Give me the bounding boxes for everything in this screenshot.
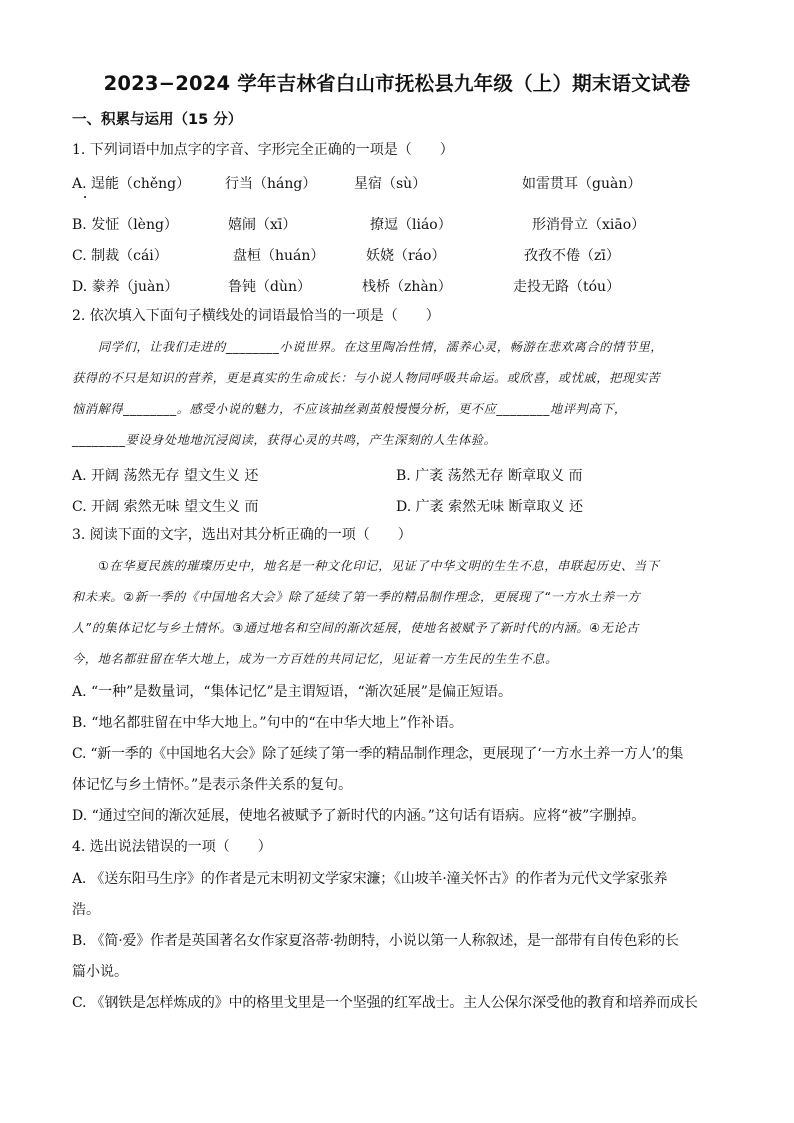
q4-option-a: A. 《送东阳马生序》的作者是元末明初文学家宋濂；《山坡羊·潼关怀古》的作者为元代文学家张养 — [72, 871, 668, 887]
q3-option-c: C. “新一季的《中国地名大会》除了延续了第一季的精品制作理念，更展现了‘一方水土养一方人’的集 — [72, 746, 684, 762]
question-2-stem: 2. 依次填入下面句子横线处的词语最恰当的一项是（ ） — [72, 308, 440, 324]
question-3-stem: 3. 阅读下面的文字，选出对其分析正确的一项（ ） — [72, 527, 412, 543]
q2-option-d: D. 广袤 索然无味 断章取义 还 — [396, 499, 583, 515]
q4-option-c: C. 《钢铁是怎样炼成的》中的格里戈里是一个坚强的红军战士。主人公保尔深受他的教育和培养而成长 — [72, 995, 698, 1011]
q1-option-d-2: 鲁钝（dùn） — [228, 279, 311, 295]
q1-option-d-3: 栈桥（zhàn） — [362, 279, 452, 295]
q1-option-b-2: 嬉闹（xī） — [228, 217, 297, 233]
q2-passage-line: 恼消解得________。感受小说的魅力，不应该抽丝剥茧般慢慢分析，更不应________地评判高下， — [72, 402, 627, 416]
q3-option-b: B. “地名都驻留在中华大地上。”句中的“在中华大地上”作补语。 — [72, 715, 463, 731]
q3-option-c-cont: 体记忆与乡土情怀。”是表示条件关系的复句。 — [72, 777, 353, 793]
q1-option-d-1: D. 豢养（juàn） — [72, 279, 179, 295]
q1-option-b-3: 撩逗（liáo） — [370, 217, 452, 233]
q1-option-a-1: A. 逞能（chěng） — [72, 176, 191, 192]
q2-passage-line: ________要设身处地地沉浸阅读，获得心灵的共鸣，产生深刻的人生体验。 — [72, 433, 497, 447]
emphasis-dot-mark — [84, 196, 86, 198]
q1-option-d-4: 走投无路（tóu） — [513, 279, 621, 295]
q4-option-b-cont: 篇小说。 — [72, 964, 128, 980]
q2-option-b: B. 广袤 荡然无存 断章取义 而 — [396, 468, 583, 484]
q2-option-a: A. 开阔 荡然无存 望文生义 还 — [72, 468, 259, 484]
q3-passage-line: ①在华夏民族的璀璨历史中，地名是一种文化印记，见证了中华文明的生生不息，串联起历史、当下 — [98, 559, 660, 573]
q1-option-a-4: 如雷贯耳（guàn） — [522, 176, 642, 192]
exam-title: 2023−2024 学年吉林省白山市抚松县九年级（上）期末语文试卷 — [103, 72, 691, 95]
section-heading: 一、积累与运用（15 分） — [72, 112, 243, 128]
q1-option-b-4: 形消骨立（xiāo） — [532, 217, 646, 233]
q2-passage-line: 同学们，让我们走进的________小说世界。在这里陶冶性情，濡养心灵，畅游在悲欢离合的情节里， — [98, 340, 664, 354]
q1-option-c-4: 孜孜不倦（zī） — [524, 248, 620, 264]
question-4-stem: 4. 选出说法错误的一项（ ） — [72, 839, 272, 855]
q1-option-c-2: 盘桓（huán） — [233, 248, 325, 264]
q1-option-a-3: 星宿（sù） — [354, 176, 427, 192]
q4-option-a-cont: 浩。 — [72, 902, 100, 918]
q3-option-d: D. “通过空间的渐次延展，使地名被赋予了新时代的内涵。”这句话有语病。应将“被”字删掉。 — [72, 808, 646, 824]
q3-passage-line: 人”的集体记忆与乡土情怀。③通过地名和空间的渐次延展，使地名被赋予了新时代的内涵。④无论古 — [72, 621, 640, 635]
q1-option-b-1: B. 发怔（lèng） — [72, 217, 178, 233]
q3-passage-line: 和未来。②新一季的《中国地名大会》除了延续了第一季的精品制作理念，更展现了“一方水土养一方 — [72, 590, 641, 604]
q1-option-c-3: 妖娆（ráo） — [366, 248, 446, 264]
q2-option-c: C. 开阔 索然无味 望文生义 而 — [72, 499, 259, 515]
q3-option-a: A. “一种”是数量词，“集体记忆”是主谓短语，“渐次延展”是偏正短语。 — [72, 684, 512, 700]
q4-option-b: B. 《简·爱》作者是英国著名女作家夏洛蒂·勃朗特，小说以第一人称叙述，是一部带有自传色彩的长 — [72, 933, 679, 949]
q2-passage-line: 获得的不只是知识的营养，更是真实的生命成长：与小说人物同呼吸共命运。或欣喜，或忧戚，把现实苦 — [72, 371, 661, 385]
q1-option-c-1: C. 制裁（cái） — [72, 248, 168, 264]
question-1-stem: 1. 下列词语中加点字的字音、字形完全正确的一项是（ ） — [72, 142, 454, 158]
q1-option-a-2: 行当（háng） — [225, 176, 317, 192]
q3-passage-line: 今，地名都驻留在华大地上，成为一方百姓的共同记忆，见证着一方生民的生生不息。 — [72, 652, 558, 666]
